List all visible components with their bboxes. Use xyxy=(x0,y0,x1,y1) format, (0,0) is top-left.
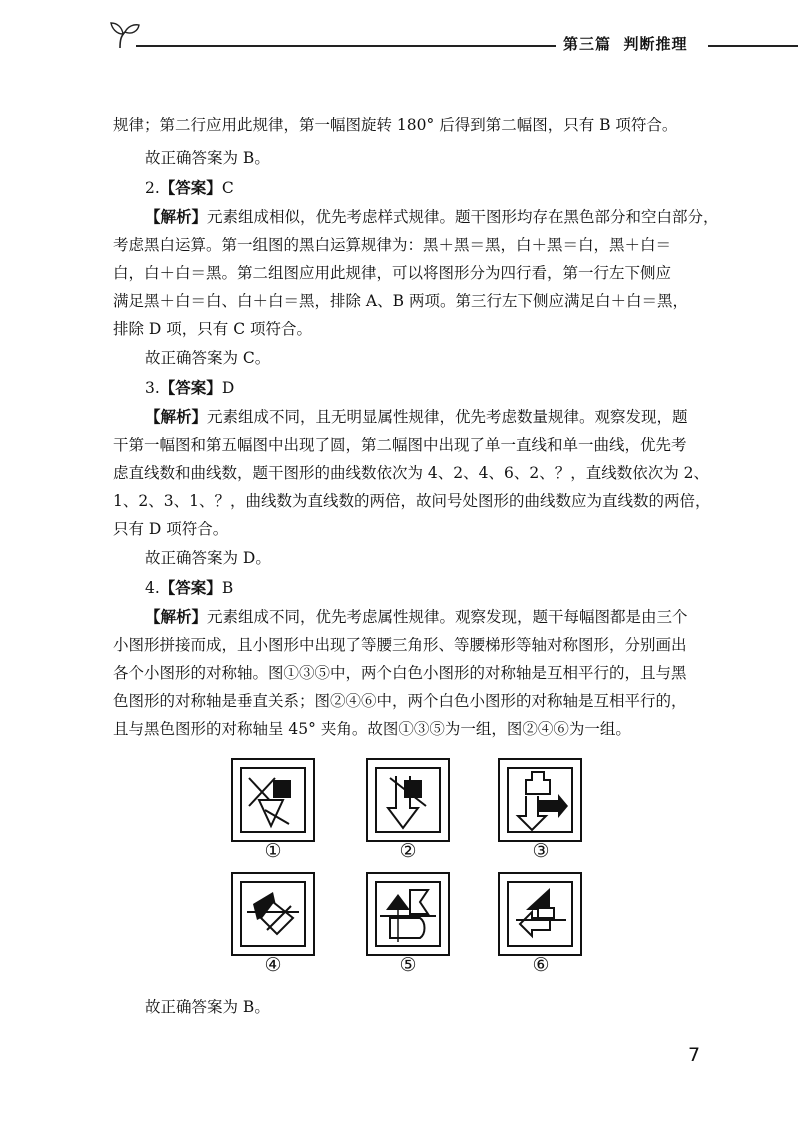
answer-q3 xyxy=(145,378,234,398)
answer-tag: 【答案】 xyxy=(159,179,222,197)
figure-3-drawing xyxy=(506,766,574,834)
analysis-tag: 【解析】 xyxy=(145,608,208,626)
header-chapter: 判断推理 xyxy=(623,35,688,53)
figure-4 xyxy=(231,872,315,956)
figure-6 xyxy=(498,872,582,956)
figure-3 xyxy=(498,758,582,842)
figure-2-drawing xyxy=(374,766,442,834)
analysis-q2-line: 满足黑＋白＝白、白＋白＝黑，排除 A、B 两项。第三行左下侧应满足白＋白＝黑， xyxy=(113,292,688,310)
answer-value: B xyxy=(221,579,234,597)
analysis-q4-line: 色图形的对称轴是垂直关系；图②④⑥中，两个白色小图形的对称轴是互相平行的， xyxy=(113,692,687,710)
header-rule-right xyxy=(708,45,798,47)
figure-label: ③ xyxy=(532,840,550,862)
figure-label: ① xyxy=(264,840,282,862)
page-number: 7 xyxy=(688,1044,701,1066)
analysis-q3-line: 干第一幅图和第五幅图中出现了圆，第二幅图中出现了单一直线和单一曲线，优先考 xyxy=(113,436,687,454)
paragraph-line: 规律；第二行应用此规律，第一幅图旋转 180° 后得到第二幅图，只有 B 项符合。 xyxy=(113,116,678,134)
answer-q4 xyxy=(145,578,233,598)
analysis-q2-line xyxy=(145,207,719,227)
conclusion-q4: 故正确答案为 B。 xyxy=(145,998,270,1016)
q4-number: 4. xyxy=(145,579,160,597)
figure-2 xyxy=(366,758,450,842)
answer-value: C xyxy=(221,179,234,197)
running-header xyxy=(563,33,687,54)
figure-5 xyxy=(366,872,450,956)
q3-number: 3. xyxy=(145,379,160,397)
answer-value: D xyxy=(221,379,235,397)
analysis-q4-line xyxy=(145,607,688,627)
figure-5-drawing xyxy=(374,880,442,948)
analysis-q4-line: 各个小图形的对称轴。图①③⑤中，两个白色小图形的对称轴是互相平行的，且与黑 xyxy=(113,664,687,682)
figure-label: ⑤ xyxy=(399,954,417,976)
analysis-tag: 【解析】 xyxy=(145,408,208,426)
figure-1 xyxy=(231,758,315,842)
analysis-q2-line: 考虑黑白运算。第一组图的黑白运算规律为：黑＋黑＝黑，白＋黑＝白，黑＋白＝ xyxy=(113,236,672,254)
figure-label: ② xyxy=(399,840,417,862)
analysis-q3-line: 只有 D 项符合。 xyxy=(113,520,229,538)
analysis-q2-line: 白，白＋白＝黑。第二组图应用此规律，可以将图形分为四行看，第一行左下侧应 xyxy=(113,264,672,282)
analysis-q3-line xyxy=(145,407,688,427)
conclusion-q2: 故正确答案为 C。 xyxy=(145,349,271,367)
analysis-q4-line: 小图形拼接而成，且小图形中出现了等腰三角形、等腰梯形等轴对称图形，分别画出 xyxy=(113,636,687,654)
q2-number: 2. xyxy=(145,179,160,197)
analysis-text: 元素组成相似，优先考虑样式规律。题干图形均存在黑色部分和空白部分， xyxy=(207,208,719,226)
figure-4-drawing xyxy=(239,880,307,948)
header-rule-left xyxy=(136,45,556,47)
figure-label: ⑥ xyxy=(532,954,550,976)
analysis-text: 元素组成不同，且无明显属性规律，优先考虑数量规律。观察发现，题 xyxy=(207,408,688,426)
answer-tag: 【答案】 xyxy=(159,579,222,597)
conclusion-q3: 故正确答案为 D。 xyxy=(145,549,271,567)
figure-label: ④ xyxy=(264,954,282,976)
analysis-q3-line: 虑直线数和曲线数，题干图形的曲线数依次为 4、2、4、6、2、？，直线数依次为 2、 xyxy=(113,464,710,482)
conclusion-q1: 故正确答案为 B。 xyxy=(145,149,270,167)
analysis-text: 元素组成不同，优先考虑属性规律。观察发现，题干每幅图都是由三个 xyxy=(207,608,688,626)
figure-6-drawing xyxy=(506,880,574,948)
answer-tag: 【答案】 xyxy=(159,379,222,397)
analysis-q4-line: 且与黑色图形的对称轴呈 45° 夹角。故图①③⑤为一组，图②④⑥为一组。 xyxy=(113,720,631,738)
figure-1-drawing xyxy=(239,766,307,834)
analysis-q2-line: 排除 D 项，只有 C 项符合。 xyxy=(113,320,312,338)
answer-q2 xyxy=(145,178,234,198)
header-section: 第三篇 xyxy=(563,35,612,53)
analysis-q3-line: 1、2、3、1、？，曲线数为直线数的两倍，故问号处图形的曲线数应为直线数的两倍， xyxy=(113,492,711,510)
analysis-tag: 【解析】 xyxy=(145,208,208,226)
